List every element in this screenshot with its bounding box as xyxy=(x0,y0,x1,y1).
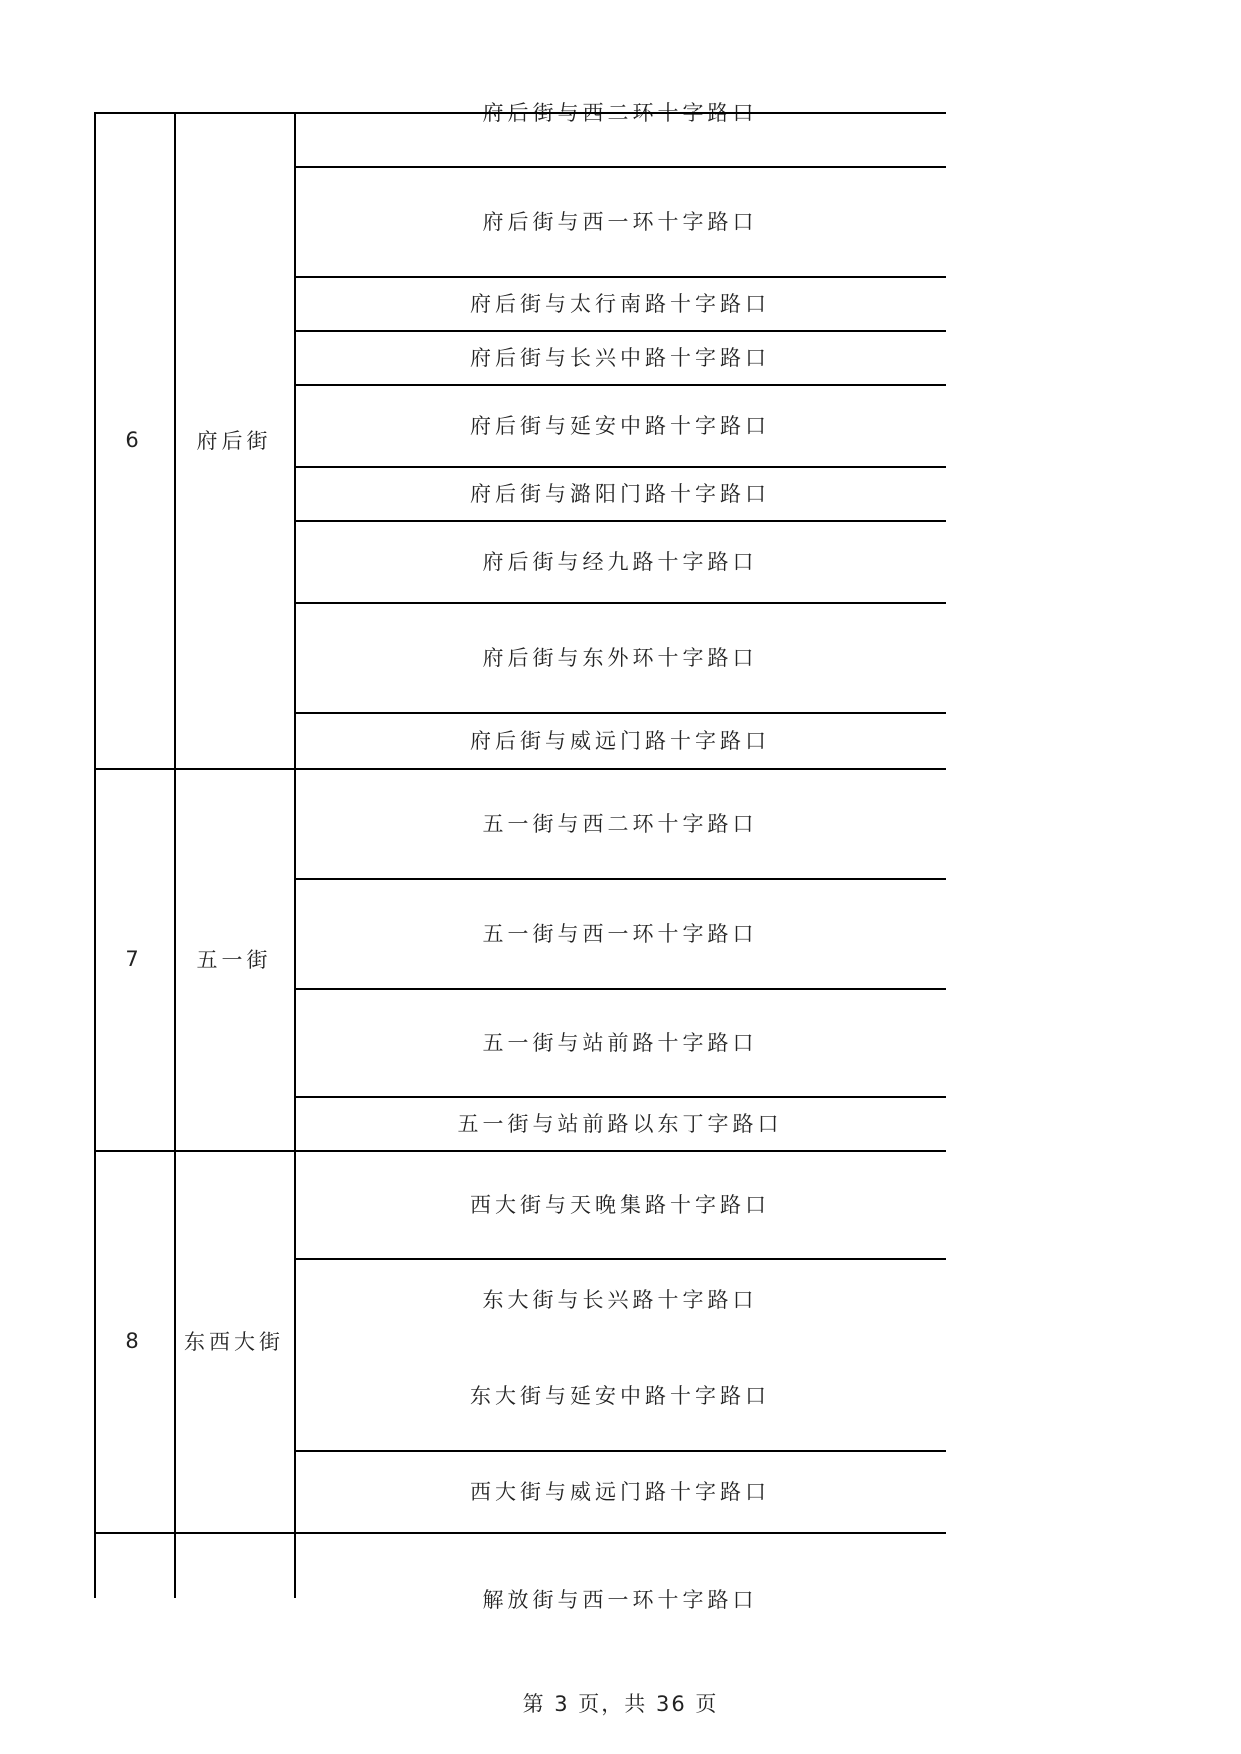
intersection-cell: 西大街与威远门路十字路口 xyxy=(470,1480,770,1504)
intersection-cell: 府后街与经九路十字路口 xyxy=(482,550,758,574)
intersection-cell: 府后街与西二环十字路口 xyxy=(482,101,758,125)
row-divider xyxy=(294,988,946,990)
intersection-cell: 府后街与东外环十字路口 xyxy=(482,646,758,670)
street-name: 府后街 xyxy=(196,429,272,453)
row-divider xyxy=(294,1096,946,1098)
intersection-cell: 东大街与延安中路十字路口 xyxy=(470,1384,770,1408)
street-name: 五一街 xyxy=(196,948,272,972)
row-divider xyxy=(294,466,946,468)
page-footer: 第 3 页，共 36 页 xyxy=(522,1692,719,1716)
intersection-cell: 五一街与西二环十字路口 xyxy=(482,812,758,836)
intersection-cell: 府后街与威远门路十字路口 xyxy=(470,729,770,753)
row-divider xyxy=(294,712,946,714)
row-divider xyxy=(294,330,946,332)
intersection-cell: 西大街与天晚集路十字路口 xyxy=(470,1193,770,1217)
group-number: 6 xyxy=(125,428,143,452)
intersection-cell: 五一街与站前路十字路口 xyxy=(482,1031,758,1055)
row-divider xyxy=(294,602,946,604)
row-divider xyxy=(294,276,946,278)
row-divider xyxy=(294,384,946,386)
group-number: 7 xyxy=(125,947,143,971)
group-divider xyxy=(94,1150,946,1152)
row-divider xyxy=(294,1450,946,1452)
intersection-table xyxy=(94,101,946,1612)
intersection-cell: 五一街与站前路以东丁字路口 xyxy=(457,1112,783,1136)
intersection-cell: 东大街与长兴路十字路口 xyxy=(482,1288,758,1312)
group-divider xyxy=(94,1532,946,1534)
table-top-border xyxy=(94,112,294,114)
intersection-cell: 五一街与西一环十字路口 xyxy=(482,922,758,946)
row-divider xyxy=(294,112,946,114)
row-divider xyxy=(294,1258,946,1260)
row-divider xyxy=(294,878,946,880)
row-divider xyxy=(294,520,946,522)
intersection-cell: 府后街与延安中路十字路口 xyxy=(470,414,770,438)
intersection-cell: 府后街与西一环十字路口 xyxy=(482,210,758,234)
intersection-cell: 府后街与长兴中路十字路口 xyxy=(470,346,770,370)
intersection-cell: 府后街与潞阳门路十字路口 xyxy=(470,482,770,506)
group-divider xyxy=(94,768,946,770)
row-divider xyxy=(294,166,946,168)
intersection-cell: 解放街与西一环十字路口 xyxy=(482,1588,758,1612)
group-number: 8 xyxy=(125,1329,143,1353)
street-name: 东西大街 xyxy=(184,1330,284,1354)
intersection-cell: 府后街与太行南路十字路口 xyxy=(470,292,770,316)
